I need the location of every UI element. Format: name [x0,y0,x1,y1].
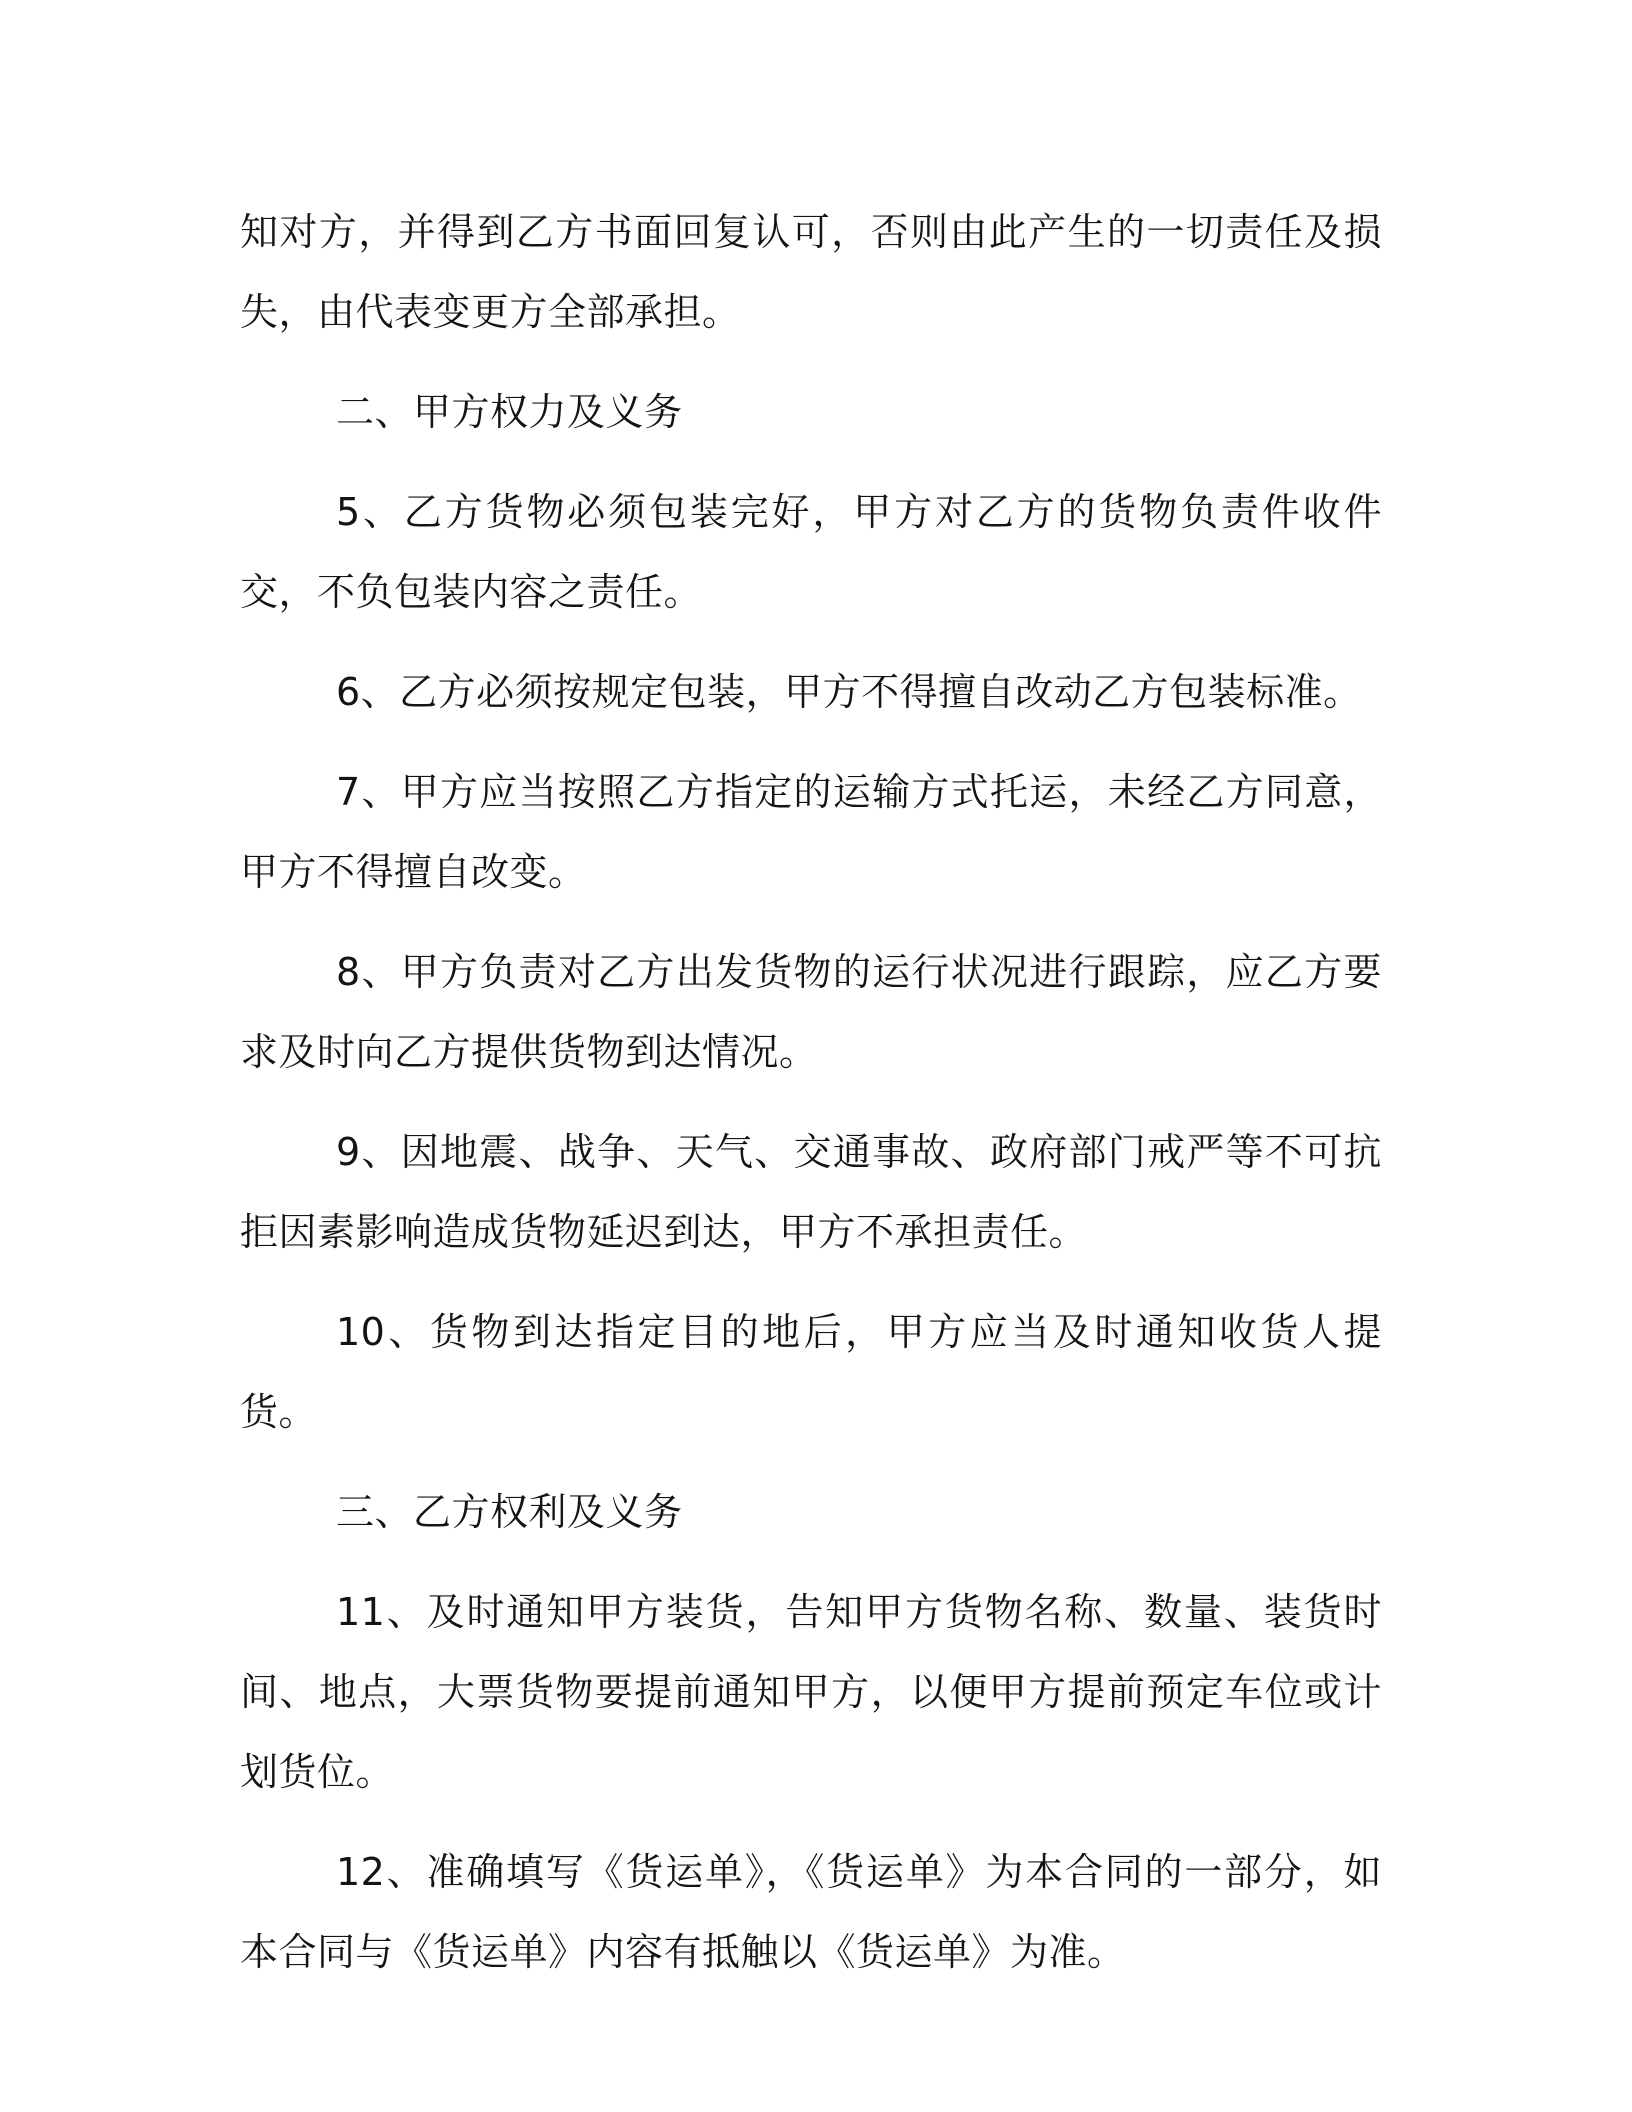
section-heading-party-b-rights: 三、乙方权利及义务 [336,1490,683,1534]
document-body [240,192,1382,2012]
clause-5: 5、乙方货物必须包装完好，甲方对乙方的货物负责件收件交，不负包装内容之责任。 [240,490,1382,614]
clause-6: 6、乙方必须按规定包装，甲方不得擅自改动乙方包装标准。 [336,670,1362,714]
clause-11: 11、及时通知甲方装货，告知甲方货物名称、数量、装货时间、地点，大票货物要提前通知甲方，以便甲方提前预定车位或计划货位。 [240,1590,1382,1794]
clause-7: 7、甲方应当按照乙方指定的运输方式托运，未经乙方同意，甲方不得擅自改变。 [240,770,1382,894]
clause-9: 9、因地震、战争、天气、交通事故、政府部门戒严等不可抗拒因素影响造成货物延迟到达，甲方不承担责任。 [240,1130,1382,1254]
paragraph-continuation: 知对方，并得到乙方书面回复认可，否则由此产生的一切责任及损失，由代表变更方全部承担。 [240,210,1382,334]
clause-12: 12、准确填写《货运单》，《货运单》为本合同的一部分，如本合同与《货运单》内容有抵触以《货运单》为准。 [240,1850,1382,1974]
section-heading-party-a-rights: 二、甲方权力及义务 [336,390,683,434]
clause-10: 10、货物到达指定目的地后，甲方应当及时通知收货人提货。 [240,1310,1382,1434]
clause-8: 8、甲方负责对乙方出发货物的运行状况进行跟踪，应乙方要求及时向乙方提供货物到达情况。 [240,950,1382,1074]
